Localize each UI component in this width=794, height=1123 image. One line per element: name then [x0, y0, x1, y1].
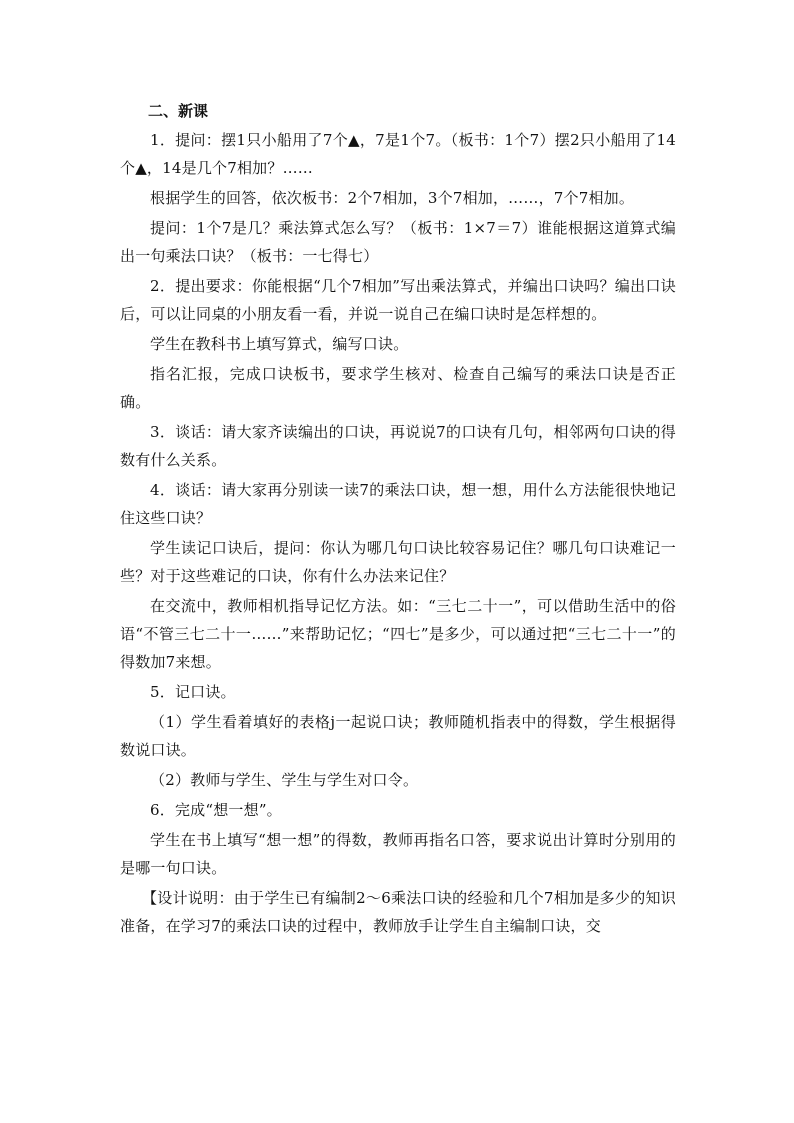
paragraph-think-fill: 学生在书上填写“想一想”的得数，教师再指名口答，要求说出计算时分别用的是哪一句口诀。 — [120, 831, 676, 877]
paragraph-sub-2: （2）教师与学生、学生与学生对口令。 — [150, 771, 419, 789]
paragraph-talk-3: 3．谈话：请大家齐读编出的口诀，再说说7的口诀有几句，相邻两句口诀的得数有什么关系。 — [120, 423, 676, 469]
paragraph-requirement-2: 2．提出要求：你能根据“几个7相加”写出乘法算式，并编出口诀吗？编出口诀后，可以让同桌的小朋友看一看，并说一说自己在编口诀时是怎样想的。 — [120, 277, 676, 323]
paragraph-memory-method: 在交流中，教师相机指导记忆方法。如：“三七二十一”，可以借助生活中的俗语“不管三七二十一……”来帮助记忆；“四七”是多少，可以通过把“三七二十一”的得数加7来想。 — [120, 597, 676, 671]
paragraph-report: 指名汇报，完成口诀板书，要求学生核对、检查自己编写的乘法口诀是否正确。 — [120, 365, 676, 411]
paragraph-board-writing: 根据学生的回答，依次板书：2个7相加，3个7相加，……，7个7相加。 — [150, 189, 635, 207]
paragraph-memorize-question: 学生读记口诀后，提问：你认为哪几句口诀比较容易记住？哪几句口诀难记一些？对于这些难记的口诀，你有什么办法来记住？ — [120, 539, 676, 585]
section-heading: 二、新课 — [148, 102, 209, 120]
paragraph-sub-1: （1）学生看着填好的表格j一起说口诀；教师随机指表中的得数，学生根据得数说口诀。 — [120, 713, 676, 759]
paragraph-design-note: 【设计说明：由于学生已有编制2～6乘法口诀的经验和几个7相加是多少的知识准备，在学习7的乘法口诀的过程中，教师放手让学生自主编制口诀，交 — [120, 889, 676, 935]
paragraph-talk-4: 4．谈话：请大家再分别读一读7的乘法口诀，想一想，用什么方法能很快地记住这些口诀？ — [120, 481, 676, 527]
document-page — [120, 96, 676, 942]
paragraph-question-formula: 提问：1个7是几？乘法算式怎么写？（板书：1×7＝7）谁能根据这道算式编出一句乘法口诀？（板书：一七得七） — [120, 219, 676, 265]
paragraph-step-6: 6．完成“想一想”。 — [150, 801, 282, 819]
paragraph-question-1: 1．提问：摆1只小船用了7个▲，7是1个7。（板书：1个7）摆2只小船用了14个▲，14是几个7相加？…… — [120, 131, 676, 177]
paragraph-step-5: 5．记口诀。 — [150, 683, 236, 701]
paragraph-student-fill: 学生在教科书上填写算式，编写口诀。 — [150, 335, 409, 353]
